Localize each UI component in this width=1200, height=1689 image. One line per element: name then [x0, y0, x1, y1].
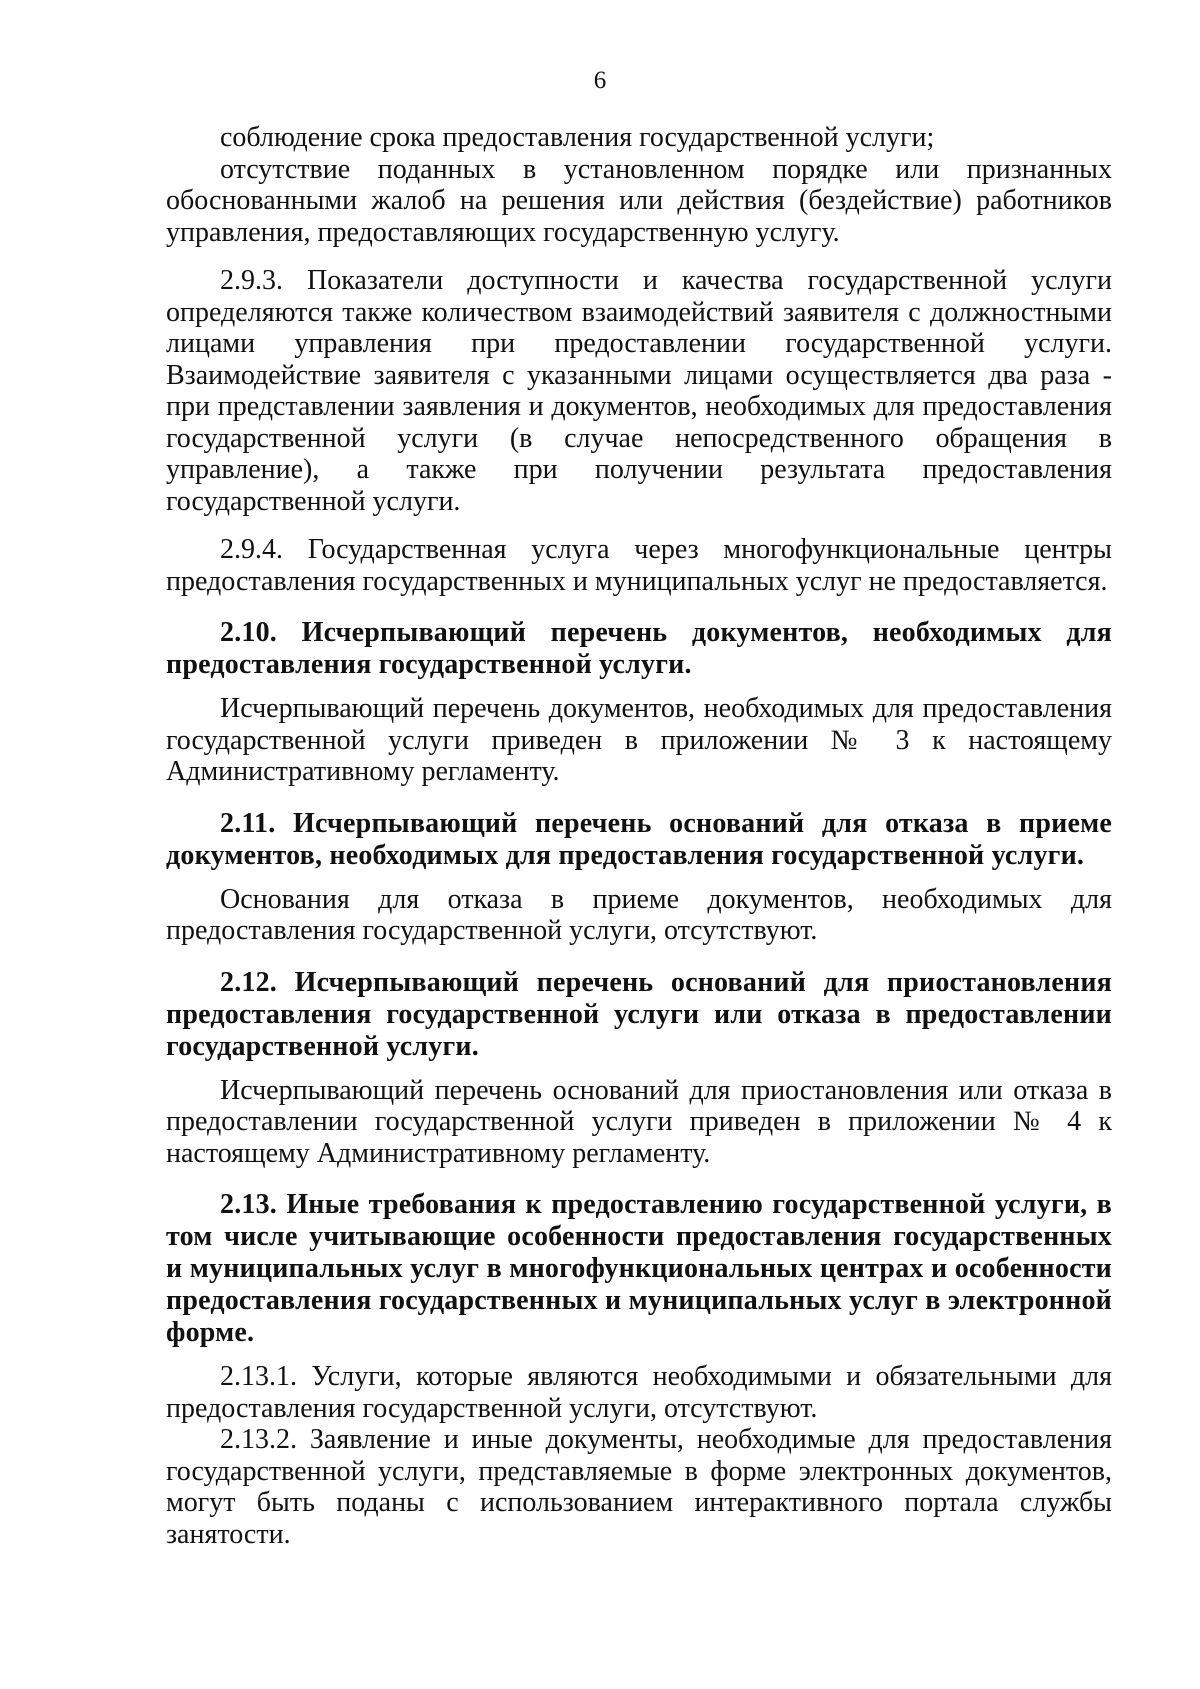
- section-heading-2-13: 2.13. Иные требования к предоставлению государственной услуги, в том числе учитывающие особенности предоставления государственных и муниципальных услуг в многофункциональных центрах и особенности предоставления государственных и муниципальных услуг в электронной форме.: [166, 1189, 1112, 1348]
- section-heading-2-10: 2.10. Исчерпывающий перечень документов, необходимых для предоставления государственной услуги.: [166, 617, 1112, 680]
- document-body: [166, 122, 1112, 1550]
- paragraph-2-12-text: Исчерпывающий перечень оснований для приостановления или отказа в предоставлении государственной услуги приведен в приложении № 4 к настоящему Административному регламенту.: [166, 1074, 1112, 1169]
- section-heading-2-12: 2.12. Исчерпывающий перечень оснований для приостановления предоставления государственной услуги или отказа в предоставлении государственной услуги.: [166, 966, 1112, 1062]
- paragraph-2-10-text: Исчерпывающий перечень документов, необходимых для предоставления государственной услуги приведен в приложении № 3 к настоящему Административному регламенту.: [166, 693, 1112, 787]
- paragraph-deadline-compliance: соблюдение срока предоставления государственной услуги;: [220, 122, 935, 153]
- paragraph-no-complaints: отсутствие поданных в установленном порядке или признанных обоснованными жалоб на решения или действия (бездействие) работников управления, предоставляющих государственную услугу.: [166, 153, 1112, 248]
- paragraph-2-9-3: 2.9.3. Показатели доступности и качества государственной услуги определяются также количеством взаимодействий заявителя с должностными лицами управления при предоставлении государственной услуги. Взаимодействие заявителя с указанными лицами осуществляется два раза - при представлении заявления и документов, необходимых для предоставления государственной услуги (в случае непосредственного обращения в управление), а также при получении результата предоставления государственной услуги.: [166, 265, 1112, 517]
- section-heading-2-11: 2.11. Исчерпывающий перечень оснований для отказа в приеме документов, необходимых для предоставления государственной услуги.: [166, 807, 1112, 871]
- page-number: 6: [593, 67, 607, 94]
- paragraph-2-13-2: 2.13.2. Заявление и иные документы, необходимые для предоставления государственной услуги, представляемые в форме электронных документов, могут быть поданы с использованием интерактивного портала службы занятости.: [166, 1424, 1112, 1550]
- paragraph-2-9-4: 2.9.4. Государственная услуга через многофункциональные центры предоставления государственных и муниципальных услуг не предоставляется.: [166, 534, 1112, 597]
- paragraph-2-13-1: 2.13.1. Услуги, которые являются необходимыми и обязательными для предоставления государственной услуги, отсутствуют.: [166, 1361, 1112, 1424]
- paragraph-2-11-text: Основания для отказа в приеме документов, необходимых для предоставления государственной услуги, отсутствуют.: [166, 883, 1112, 946]
